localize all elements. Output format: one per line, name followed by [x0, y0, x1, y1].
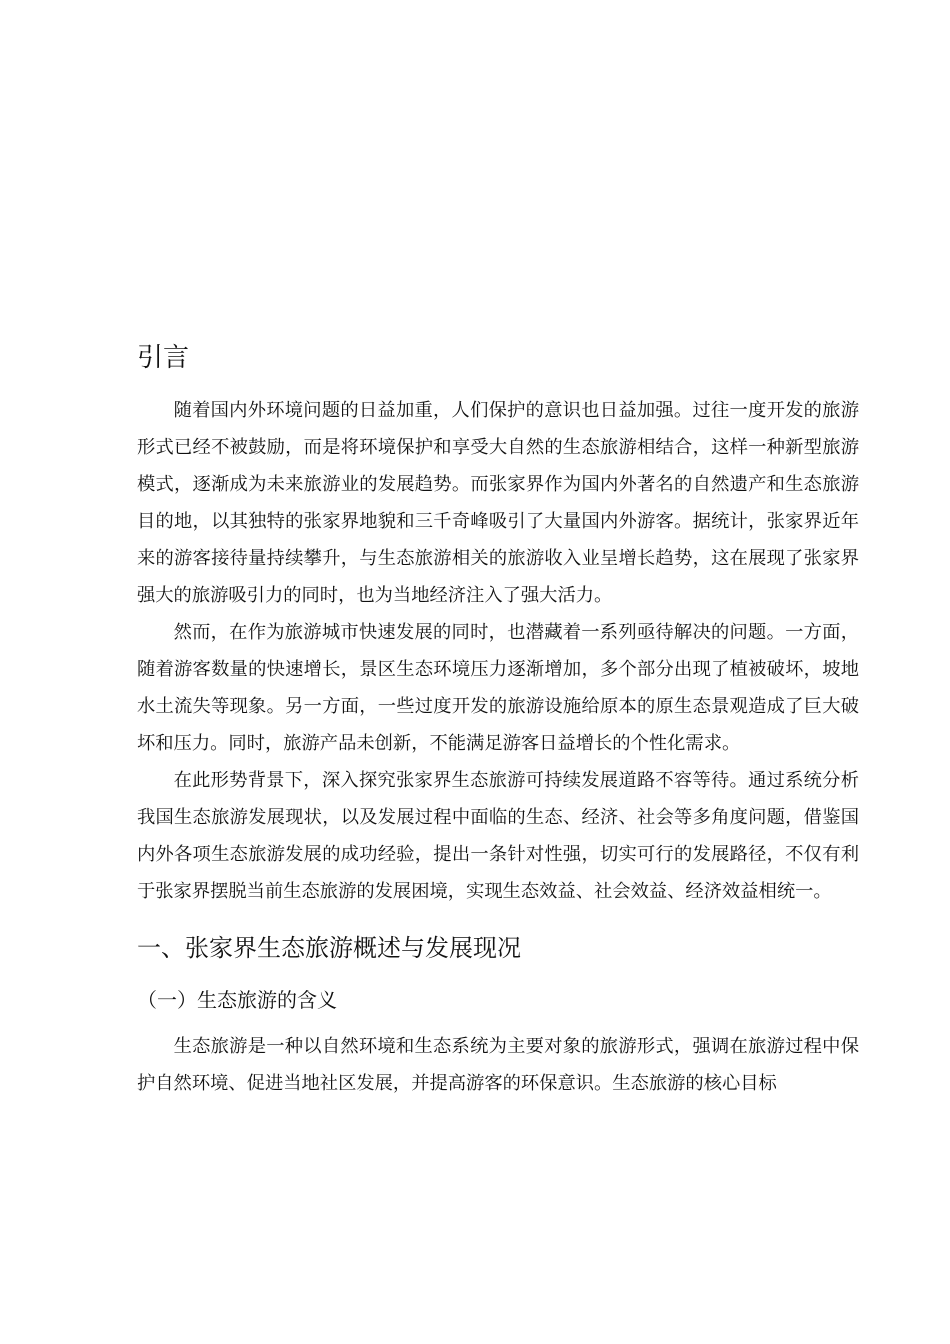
- subsection-1-heading: （一）生态旅游的含义: [137, 988, 337, 1012]
- intro-paragraph-2: 然而，在作为旅游城市快速发展的同时，也潜藏着一系列亟待解决的问题。一方面，随着游客数量的快速增长，景区生态环境压力逐渐增加，多个部分出现了植被破坏，坡地水土流失等现象。另一方面，一些过度开发的旅游设施给原本的原生态景观造成了巨大破坏和压力。同时，旅游产品未创新，不能满足游客日益增长的个性化需求。: [137, 622, 859, 754]
- intro-heading: 引言: [137, 343, 190, 373]
- subsection-1-paragraph: 生态旅游是一种以自然环境和生态系统为主要对象的旅游形式，强调在旅游过程中保护自然环境、促进当地社区发展，并提高游客的环保意识。生态旅游的核心目标: [137, 1036, 859, 1094]
- intro-paragraph-3: 在此形势背景下，深入探究张家界生态旅游可持续发展道路不容等待。通过系统分析我国生态旅游发展现状，以及发展过程中面临的生态、经济、社会等多角度问题，借鉴国内外各项生态旅游发展的成功经验，提出一条针对性强，切实可行的发展路径，不仅有利于张家界摆脱当前生态旅游的发展困境，实现生态效益、社会效益、经济效益相统一。: [137, 770, 859, 902]
- section-1-heading: 一、张家界生态旅游概述与发展现况: [137, 934, 521, 962]
- intro-paragraph-1: 随着国内外环境问题的日益加重，人们保护的意识也日益加强。过往一度开发的旅游形式已经不被鼓励，而是将环境保护和享受大自然的生态旅游相结合，这样一种新型旅游模式，逐渐成为未来旅游业的发展趋势。而张家界作为国内外著名的自然遗产和生态旅游目的地，以其独特的张家界地貌和三千奇峰吸引了大量国内外游客。据统计，张家界近年来的游客接待量持续攀升，与生态旅游相关的旅游收入业呈增长趋势，这在展现了张家界强大的旅游吸引力的同时，也为当地经济注入了强大活力。: [137, 400, 859, 606]
- document-body: [137, 338, 859, 1102]
